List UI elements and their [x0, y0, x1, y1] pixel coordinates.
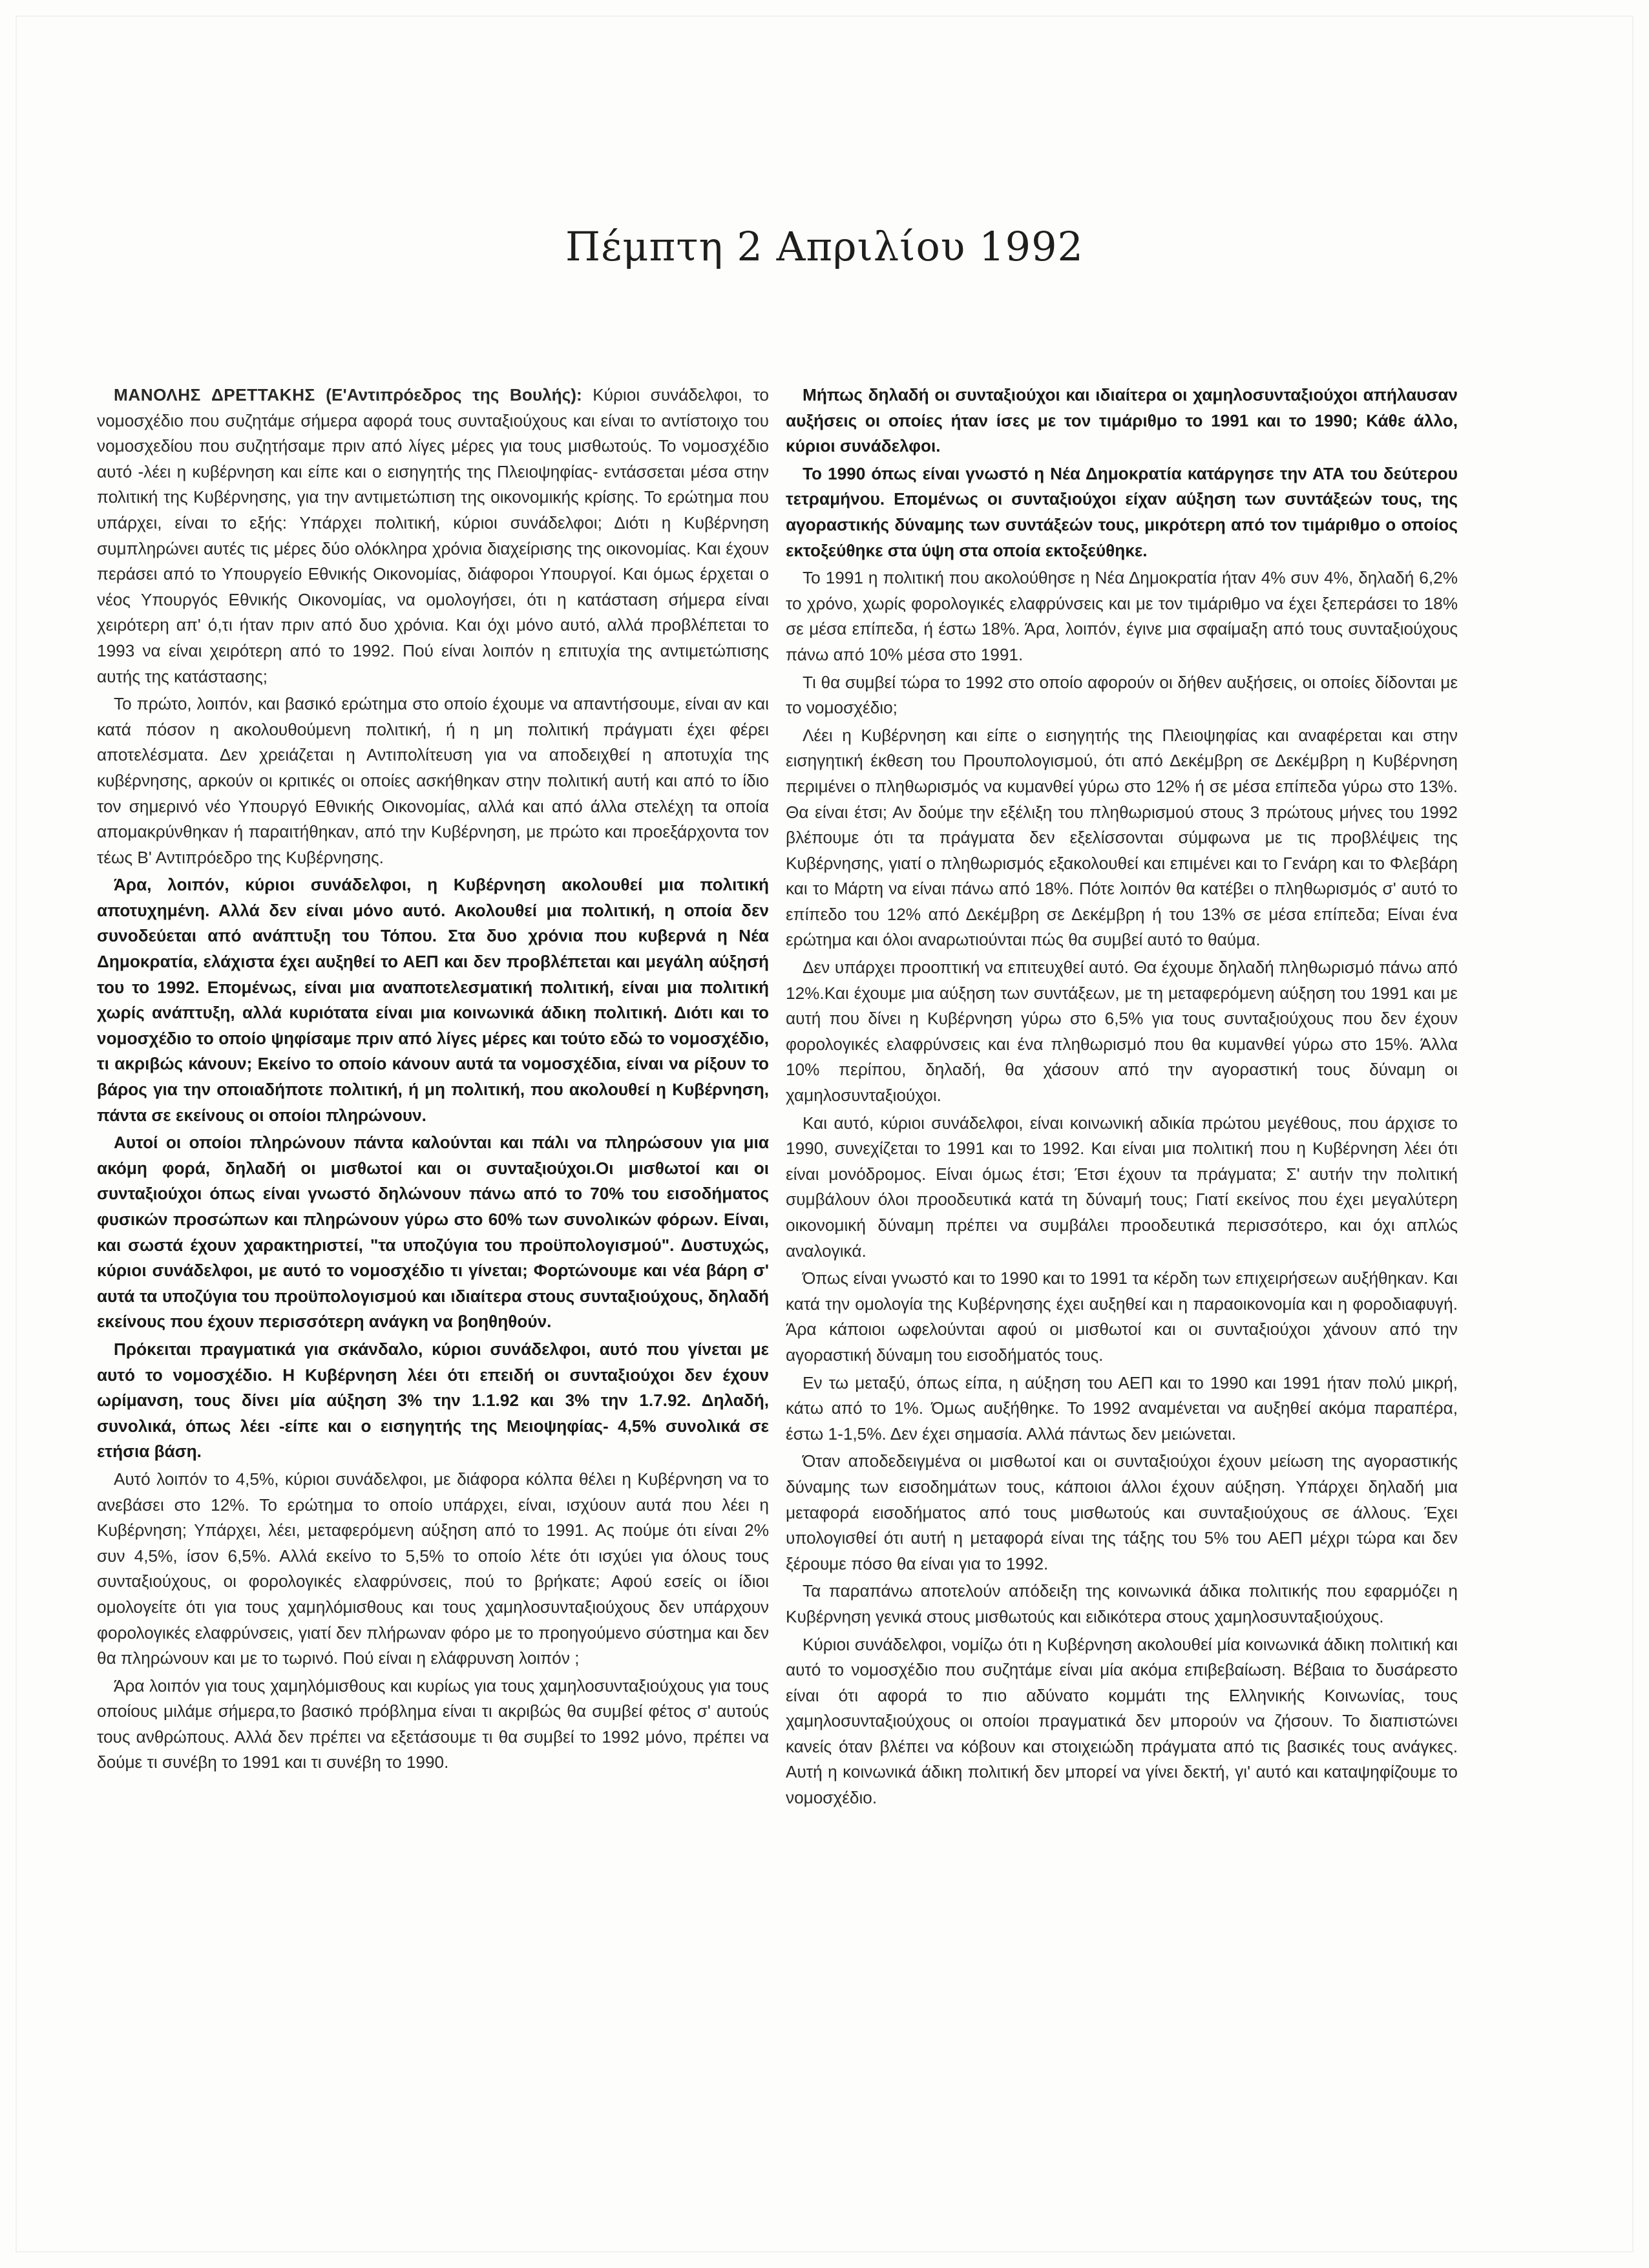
- speech-paragraph: Το 1991 η πολιτική που ακολούθησε η Νέα Δημοκρατία ήταν 4% συν 4%, δηλαδή 6,2% το χρόνο, χωρίς φορολογικές ελαφρύνσεις και με τον τιμάριθμο να έχει ξεπεράσει το 18% σε μέσα επίπεδα, ή έστω 18%. Άρα, λοιπόν, έγινε μια σφαίμαξη από τους συνταξιούχους πάνω από 10% μέσα στο 1991.: [786, 568, 1458, 664]
- speech-paragraph: Και αυτό, κύριοι συνάδελφοι, είναι κοινωνική αδικία πρώτου μεγέθους, που άρχισε το 1990, συνεχίζεται το 1991 και το 1992. Και είναι μια πολιτική που η Κυβέρνηση λέει ότι είναι μονόδρομος. Είναι όμως έτσι; Έτσι έχουν τα πράγματα; Σ' αυτήν την πολιτική συμβάλουν όλοι προοδευτικά κατά τη δύναμή τους; Γιατί εκείνος που έχει μεγαλύτερη οικονομική δύναμη πρέπει να συμβάλει προοδευτικά περισσότερο, και όχι απλώς αναλογικά.: [786, 1113, 1458, 1261]
- paragraph-text: Κύριοι συνάδελφοι, το νομοσχέδιο που συζητάμε σήμερα αφορά τους συνταξιούχους και είναι το αντίστοιχο του νομοσχεδίου που συζητήσαμε πριν από λίγες μέρες για τους μισθωτούς. Το νομοσχέδιο αυτό -λέει η κυβέρνηση και είπε και ο εισηγητής της Πλειοψηφίας- εντάσσεται μέσα στην πολιτική της Κυβέρνησης, για την αντιμετώπιση της οικονομικής κρίσης. Το ερώτημα που υπάρχει, είναι το εξής: Υπάρχει πολιτική, κύριοι συνάδελφοι; Διότι η Κυβέρνηση συμπληρώνει αυτές τις μέρες δύο ολόκληρα χρόνια διαχείρισης της οικονομίας. Και έχουν περάσει από το Υπουργείο Εθνικής Οικονομίας, διάφοροι Υπουργοί. Και όμως έρχεται ο νέος Υπουργός Εθνικής Οικονομίας, να ομολογήσει, ότι η κατάσταση σήμερα είναι χειρότερη απ' ό,τι ήταν πριν από δυο χρόνια. Και όχι μόνο αυτό, αλλά προβλέπεται το 1993 να είναι χειρότερη από το 1992. Πού είναι λοιπόν η επιτυχία της αντιμετώπισης αυτής της κατάστασης;: [97, 385, 769, 686]
- speech-paragraph: Αυτοί οι οποίοι πληρώνουν πάντα καλούνται και πάλι να πληρώσουν για μια ακόμη φορά, δηλαδή οι μισθωτοί και οι συνταξιούχοι.Οι μισθωτοί και οι συνταξιούχοι όπως είναι γνωστό δηλώνουν πάνω από το 70% του εισοδήματος φυσικών προσώπων και πληρώνουν γύρω στο 60% των συνολικών φόρων. Είναι, και σωστά έχουν χαρακτηριστεί, "τα υποζύγια του προϋπολογισμού". Δυστυχώς, κύριοι συνάδελφοι, με αυτό το νομοσχέδιο τι γίνεται; Φορτώνουμε και νέα βάρη σ' αυτά τα υποζύγια του προϋπολογισμού και ιδιαίτερα στους συνταξιούχους, δηλαδή εκείνους που έχουν περισσότερη ανάγκη να βοηθηθούν.: [97, 1133, 769, 1332]
- right-column: [786, 383, 1458, 2243]
- speech-paragraph: Πρόκειται πραγματικά για σκάνδαλο, κύριοι συνάδελφοι, αυτό που γίνεται με αυτό το νομοσχέδιο. Η Κυβέρνηση λέει ότι επειδή οι συνταξιούχοι δεν έχουν ωρίμανση, τους δίνει μία αύξηση 3% την 1.1.92 και 3% την 1.7.92. Δηλαδή, συνολικά, όπως λέει -είπε και ο εισηγητής της Μειοψηφίας- 4,5% συνολικά σε ετήσια βάση.: [97, 1339, 769, 1462]
- speech-paragraph: Δεν υπάρχει προοπτική να επιτευχθεί αυτό. Θα έχουμε δηλαδή πληθωρισμό πάνω από 12%.Και έχουμε μια αύξηση των συντάξεων, με τη μεταφερόμενη αύξηση του 1991 και με αυτή που δίνει η Κυβέρνηση γύρω στο 6,5% για τους συνταξιούχους που δεν έχουν φορολογικές ελαφρύνσεις και ένα πληθωρισμό που θα κυμανθεί γύρω στο 15%. Άλλα 10% περίπου, δηλαδή, θα χάσουν από την αγοραστική τους δύναμη οι χαμηλοσυνταξιούχοι.: [786, 958, 1458, 1106]
- speech-paragraph: Κύριοι συνάδελφοι, νομίζω ότι η Κυβέρνηση ακολουθεί μία κοινωνικά άδικη πολιτική και αυτό το νομοσχέδιο που συζητάμε είναι μία ακόμα επιβεβαίωση. Βέβαια το δυσάρεστο είναι ότι αφορά το πιο αδύνατο κομμάτι της Ελληνικής Κοινωνίας, τους χαμηλοσυνταξιούχους οι οποίοι πραγματικά δεν μπορούν να ζήσουν. Το διαπιστώνει κανείς όταν βλέπει να κόβουν και στοιχειώδη πράγματα από τις βασικές τους ανάγκες. Αυτή η κοινωνικά άδικη πολιτική δεν μπορεί να γίνει δεκτή, γι' αυτό και καταψηφίζουμε το νομοσχέδιο.: [786, 1634, 1458, 1808]
- speech-paragraph: [97, 383, 769, 689]
- speech-paragraph: Αυτό λοιπόν το 4,5%, κύριοι συνάδελφοι, με διάφορα κόλπα θέλει η Κυβέρνηση να το ανεβάσει στο 12%. Το ερώτημα το οποίο υπάρχει, είναι, ισχύουν αυτά που λέει η Κυβέρνηση; Υπάρχει, λέει, μεταφερόμενη αύξηση από το 1991. Ας πούμε ότι είναι 2% συν 4,5%, ίσον 6,5%. Αλλά εκείνο το 5,5% το οποίο λέτε ότι ισχύει για όλους τους συνταξιούχους, οι φορολογικές ελαφρύνσεις, πού το βρήκατε; Αφού εσείς οι ίδιοι ομολογείτε ότι για τους χαμηλόμισθους και τους χαμηλοσυνταξιούχους δεν υπάρχουν φορολογικές ελαφρύνσεις, γιατί δεν πλήρωναν φόρο με το προηγούμενο σύστημα και δεν θα πληρώνουν και με το τωρινό. Πού είναι η ελάφρυνση λοιπόν ;: [97, 1469, 769, 1668]
- speech-paragraph: Μήπως δηλαδή οι συνταξιούχοι και ιδιαίτερα οι χαμηλοσυνταξιούχοι απήλαυσαν αυξήσεις οι οποίες ήταν ίσες με τον τιμάριθμο το 1991 και το 1990; Κάθε άλλο, κύριοι συνάδελφοι.: [786, 385, 1458, 456]
- left-column: [97, 383, 769, 2243]
- speech-paragraph: Όπως είναι γνωστό και το 1990 και το 1991 τα κέρδη των επιχειρήσεων αυξήθηκαν. Και κατά την ομολογία της Κυβέρνησης έχει αυξηθεί και η παραοικονομία και η φοροδιαφυγή. Άρα κάποιοι ωφελούνται αφού οι μισθωτοί και οι συνταξιούχοι χάνουν από την αγοραστική δύναμη του εισοδήματός τους.: [786, 1268, 1458, 1365]
- speech-paragraph: Τα παραπάνω αποτελούν απόδειξη της κοινωνικά άδικα πολιτικής που εφαρμόζει η Κυβέρνηση γενικά στους μισθωτούς και ειδικότερα στους χαμηλοσυνταξιούχους.: [786, 1581, 1458, 1626]
- speech-paragraph: Όταν αποδεδειγμένα οι μισθωτοί και οι συνταξιούχοι έχουν μείωση της αγοραστικής δύναμης των εισοδημάτων τους, κάποιοι άλλοι έχουν αύξηση. Υπάρχει δηλαδή μια μεταφορά εισοδήματος από τους μισθωτούς και συνταξιούχους σε άλλους. Έχει υπολογισθεί ότι αυτή η μεταφορά είναι της τάξης του 5% του ΑΕΠ μέχρι τώρα και δεν ξέρουμε πόσο θα είναι για το 1992.: [786, 1451, 1458, 1573]
- speaker-name: ΜΑΝΟΛΗΣ ΔΡΕΤΤΑΚΗΣ: [114, 385, 315, 404]
- page-date-heading: Πέμπτη 2 Απριλίου 1992: [565, 223, 1084, 270]
- speech-paragraph: Το 1990 όπως είναι γνωστό η Νέα Δημοκρατία κατάργησε την ΑΤΑ του δεύτερου τετραμήνου. Επομένως οι συνταξιούχοι είχαν αύξηση των συντάξεών τους, της αγοραστικής δύναμης των συντάξεών τους, μικρότερη από τον τιμάριθμο ο οποίος εκτοξεύθηκε στα ύψη στα οποία εκτοξεύθηκε.: [786, 463, 1458, 560]
- speech-paragraph: Άρα, λοιπόν, κύριοι συνάδελφοι, η Κυβέρνηση ακολουθεί μια πολιτική αποτυχημένη. Αλλά δεν είναι μόνο αυτό. Ακολουθεί μια πολιτική, η οποία δεν συνοδεύεται από ανάπτυξη του Τόπου. Στα δυο χρόνια που κυβερνά η Νέα Δημοκρατία, ελάχιστα έχει αυξηθεί το ΑΕΠ και δεν προβλέπεται και μεγάλη αύξησή του το 1992. Επομένως, είναι μια αναποτελεσματική πολιτική, είναι μια πολιτική χωρίς ανάπτυξη, αλλά κυριότατα είναι μια κοινωνικά άδικη πολιτική. Διότι και το νομοσχέδιο το οποίο ψηφίσαμε πριν από λίγες μέρες και τούτο εδώ το νομοσχέδιο, τι ακριβώς κάνουν; Εκείνο το οποίο κάνουν αυτά τα νομοσχέδια, είναι να ρίξουν το βάρος για την οποιαδήποτε πολιτική, ή μη πολιτική, που ακολουθεί η Κυβέρνηση, πάντα σε εκείνους οι οποίοι πληρώνουν.: [97, 875, 769, 1125]
- speech-paragraph: Άρα λοιπόν για τους χαμηλόμισθους και κυρίως για τους χαμηλοσυνταξιούχους για τους οποίους μιλάμε σήμερα,το βασικό πρόβλημα είναι τι ακριβώς θα συμβεί φέτος σ' αυτούς τους ανθρώπους. Αλλά δεν πρέπει να εξετάσουμε τι θα συμβεί το 1992 μόνο, πρέπει να δούμε τι συνέβη το 1991 και τι συνέβη το 1990.: [97, 1675, 769, 1772]
- speech-paragraph: Τι θα συμβεί τώρα το 1992 στο οποίο αφορούν οι δήθεν αυξήσεις, οι οποίες δίδονται με το νομοσχέδιο;: [786, 672, 1458, 718]
- speaker-role: (Ε'Αντιπρόεδρος της Βουλής):: [326, 385, 582, 404]
- speech-paragraph: Εν τω μεταξύ, όπως είπα, η αύξηση του ΑΕΠ και το 1990 και 1991 ήταν πολύ μικρή, κάτω από το 1%. Όμως αυξήθηκε. Το 1992 αναμένεται να αυξηθεί ακόμα παραπέρα, έστω 1-1,5%. Δεν έχει σημασία. Αλλά πάντως δεν μειώνεται.: [786, 1372, 1458, 1444]
- speech-paragraph: Λέει η Κυβέρνηση και είπε ο εισηγητής της Πλειοψηφίας και αναφέρεται και στην εισηγητική έκθεση του Προυπολογισμού, ότι από Δεκέμβρη σε Δεκέμβρη η Κυβέρνηση περιμένει ο πληθωρισμός να κυμανθεί γύρω στο 12% ή σε μέσα επίπεδα γύρω στο 13%. Θα είναι έτσι; Αν δούμε την εξέλιξη του πληθωρισμού στους 3 πρώτους μήνες του 1992 βλέπουμε ότι τα πράγματα δεν εξελίσσονται σύμφωνα με τις προβλέψεις της Κυβέρνησης, γιατί ο πληθωρισμός εξακολουθεί και επιμένει και το Γενάρη και το Φλεβάρη και το Μάρτη να είναι πάνω από 18%. Πότε λοιπόν θα κατέβει ο πληθωρισμός σ' αυτό το επίπεδο του 12% από Δεκέμβρη σε Δεκέμβρη ή του 13% σε μέσα επίπεδα; Είναι ένα ερώτημα και όλοι αναρωτιούνται πώς θα συμβεί αυτό το θαύμα.: [786, 725, 1458, 950]
- speech-paragraph: Το πρώτο, λοιπόν, και βασικό ερώτημα στο οποίο έχουμε να απαντήσουμε, είναι αν και κατά πόσον η ακολουθούμενη πολιτική, ή η μη πολιτική πράγματι έχει φέρει αποτελέσματα. Δεν χρειάζεται η Αντιπολίτευση για να αποδειχθεί η αποτυχία της κυβέρνησης, αρκούν οι κριτικές οι οποίες ασκήθηκαν στην πολιτική αυτή και από το ίδιο τον σημερινό νέο Υπουργό Εθνικής Οικονομίας, αλλά και από άλλα στελέχη τα οποία απομακρύνθηκαν ή παραιτήθηκαν, από την Κυβέρνηση, με πρώτο και προεξάρχοντα τον τέως Β' Αντιπρόεδρο της Κυβέρνησης.: [97, 694, 769, 867]
